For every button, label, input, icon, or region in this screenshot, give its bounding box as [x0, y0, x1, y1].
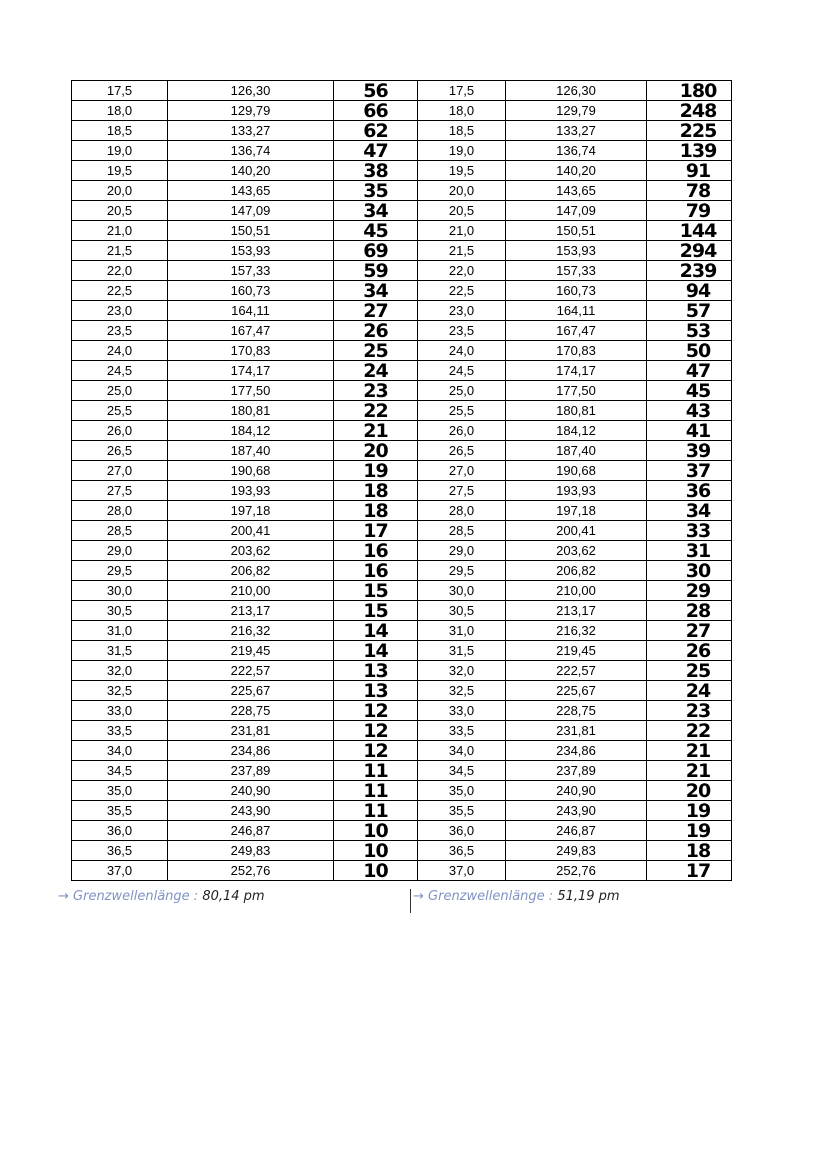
- energy-right-cell: 237,89: [506, 761, 647, 781]
- angle-left-cell: 33,0: [72, 701, 168, 721]
- table-row: [72, 81, 732, 101]
- table-row: [72, 781, 732, 801]
- angle-left-cell: 30,5: [72, 601, 168, 621]
- angle-left-cell: 25,5: [72, 401, 168, 421]
- count-left-cell: 13: [334, 681, 418, 701]
- count-left-cell: 10: [334, 821, 418, 841]
- energy-left-cell: 187,40: [168, 441, 334, 461]
- energy-left-cell: 231,81: [168, 721, 334, 741]
- table-row: [72, 641, 732, 661]
- energy-left-cell: 167,47: [168, 321, 334, 341]
- count-right-cell: 43: [647, 401, 732, 421]
- energy-right-cell: 200,41: [506, 521, 647, 541]
- cutoff-label-left: → Grenzwellenlänge :: [58, 889, 199, 904]
- table-row: [72, 381, 732, 401]
- energy-left-cell: 180,81: [168, 401, 334, 421]
- count-left-cell: 11: [334, 761, 418, 781]
- count-right-cell: 19: [647, 821, 732, 841]
- count-left-cell: 15: [334, 601, 418, 621]
- count-right-cell: 34: [647, 501, 732, 521]
- angle-left-cell: 36,0: [72, 821, 168, 841]
- table-row: [72, 181, 732, 201]
- energy-right-cell: 203,62: [506, 541, 647, 561]
- count-left-cell: 17: [334, 521, 418, 541]
- count-right-cell: 26: [647, 641, 732, 661]
- table-row: [72, 241, 732, 261]
- count-right-cell: 39: [647, 441, 732, 461]
- table-row: [72, 161, 732, 181]
- energy-right-cell: 206,82: [506, 561, 647, 581]
- count-right-cell: 36: [647, 481, 732, 501]
- energy-left-cell: 157,33: [168, 261, 334, 281]
- energy-left-cell: 133,27: [168, 121, 334, 141]
- angle-right-cell: 32,5: [418, 681, 506, 701]
- energy-left-cell: 147,09: [168, 201, 334, 221]
- energy-right-cell: 160,73: [506, 281, 647, 301]
- table-row: [72, 221, 732, 241]
- angle-right-cell: 36,5: [418, 841, 506, 861]
- count-left-cell: 25: [334, 341, 418, 361]
- count-left-cell: 16: [334, 541, 418, 561]
- angle-left-cell: 21,5: [72, 241, 168, 261]
- count-right-cell: 45: [647, 381, 732, 401]
- table-row: [72, 821, 732, 841]
- energy-left-cell: 129,79: [168, 101, 334, 121]
- table-row: [72, 121, 732, 141]
- table-row: [72, 501, 732, 521]
- energy-right-cell: 219,45: [506, 641, 647, 661]
- count-left-cell: 69: [334, 241, 418, 261]
- count-left-cell: 10: [334, 861, 418, 881]
- energy-right-cell: 243,90: [506, 801, 647, 821]
- angle-right-cell: 33,0: [418, 701, 506, 721]
- angle-left-cell: 24,0: [72, 341, 168, 361]
- angle-left-cell: 18,5: [72, 121, 168, 141]
- angle-right-cell: 28,0: [418, 501, 506, 521]
- energy-right-cell: 150,51: [506, 221, 647, 241]
- count-left-cell: 21: [334, 421, 418, 441]
- energy-left-cell: 240,90: [168, 781, 334, 801]
- count-right-cell: 248: [647, 101, 732, 121]
- angle-right-cell: 31,0: [418, 621, 506, 641]
- angle-left-cell: 28,0: [72, 501, 168, 521]
- energy-right-cell: 231,81: [506, 721, 647, 741]
- energy-right-cell: 234,86: [506, 741, 647, 761]
- energy-left-cell: 164,11: [168, 301, 334, 321]
- measurement-table-body: [72, 81, 732, 881]
- angle-left-cell: 31,0: [72, 621, 168, 641]
- angle-left-cell: 37,0: [72, 861, 168, 881]
- count-right-cell: 78: [647, 181, 732, 201]
- table-row: [72, 741, 732, 761]
- energy-right-cell: 187,40: [506, 441, 647, 461]
- angle-left-cell: 35,0: [72, 781, 168, 801]
- count-left-cell: 38: [334, 161, 418, 181]
- angle-left-cell: 32,5: [72, 681, 168, 701]
- table-row: [72, 321, 732, 341]
- count-right-cell: 57: [647, 301, 732, 321]
- count-right-cell: 18: [647, 841, 732, 861]
- angle-left-cell: 32,0: [72, 661, 168, 681]
- count-left-cell: 15: [334, 581, 418, 601]
- energy-right-cell: 136,74: [506, 141, 647, 161]
- count-right-cell: 33: [647, 521, 732, 541]
- cutoff-label-right: → Grenzwellenlänge :: [413, 889, 554, 904]
- angle-right-cell: 34,0: [418, 741, 506, 761]
- angle-left-cell: 27,0: [72, 461, 168, 481]
- angle-right-cell: 35,0: [418, 781, 506, 801]
- count-left-cell: 56: [334, 81, 418, 101]
- angle-right-cell: 36,0: [418, 821, 506, 841]
- angle-left-cell: 33,5: [72, 721, 168, 741]
- energy-left-cell: 136,74: [168, 141, 334, 161]
- angle-left-cell: 36,5: [72, 841, 168, 861]
- count-left-cell: 11: [334, 801, 418, 821]
- count-right-cell: 21: [647, 761, 732, 781]
- table-row: [72, 681, 732, 701]
- count-right-cell: 25: [647, 661, 732, 681]
- energy-left-cell: 174,17: [168, 361, 334, 381]
- table-row: [72, 701, 732, 721]
- count-left-cell: 12: [334, 701, 418, 721]
- angle-left-cell: 28,5: [72, 521, 168, 541]
- energy-right-cell: 197,18: [506, 501, 647, 521]
- angle-right-cell: 19,5: [418, 161, 506, 181]
- energy-left-cell: 170,83: [168, 341, 334, 361]
- angle-right-cell: 20,0: [418, 181, 506, 201]
- energy-right-cell: 174,17: [506, 361, 647, 381]
- angle-right-cell: 32,0: [418, 661, 506, 681]
- count-right-cell: 50: [647, 341, 732, 361]
- angle-left-cell: 30,0: [72, 581, 168, 601]
- table-row: [72, 521, 732, 541]
- table-row: [72, 841, 732, 861]
- angle-right-cell: 23,0: [418, 301, 506, 321]
- count-right-cell: 28: [647, 601, 732, 621]
- count-right-cell: 294: [647, 241, 732, 261]
- count-right-cell: 239: [647, 261, 732, 281]
- energy-left-cell: 143,65: [168, 181, 334, 201]
- count-left-cell: 10: [334, 841, 418, 861]
- count-left-cell: 20: [334, 441, 418, 461]
- cutoff-wavelength-note-right: [410, 889, 620, 913]
- energy-left-cell: 234,86: [168, 741, 334, 761]
- count-right-cell: 24: [647, 681, 732, 701]
- energy-left-cell: 210,00: [168, 581, 334, 601]
- count-left-cell: 34: [334, 201, 418, 221]
- count-left-cell: 18: [334, 481, 418, 501]
- cutoff-value-left: 80,14 pm: [202, 889, 265, 904]
- energy-right-cell: 140,20: [506, 161, 647, 181]
- energy-left-cell: 140,20: [168, 161, 334, 181]
- energy-right-cell: 225,67: [506, 681, 647, 701]
- energy-left-cell: 200,41: [168, 521, 334, 541]
- energy-left-cell: 246,87: [168, 821, 334, 841]
- angle-left-cell: 24,5: [72, 361, 168, 381]
- angle-left-cell: 35,5: [72, 801, 168, 821]
- count-left-cell: 62: [334, 121, 418, 141]
- energy-left-cell: 249,83: [168, 841, 334, 861]
- angle-left-cell: 20,0: [72, 181, 168, 201]
- table-row: [72, 721, 732, 741]
- angle-left-cell: 23,0: [72, 301, 168, 321]
- angle-left-cell: 17,5: [72, 81, 168, 101]
- count-right-cell: 31: [647, 541, 732, 561]
- table-row: [72, 621, 732, 641]
- energy-right-cell: 170,83: [506, 341, 647, 361]
- angle-left-cell: 23,5: [72, 321, 168, 341]
- count-right-cell: 94: [647, 281, 732, 301]
- count-left-cell: 35: [334, 181, 418, 201]
- angle-left-cell: 29,0: [72, 541, 168, 561]
- energy-right-cell: 143,65: [506, 181, 647, 201]
- count-right-cell: 53: [647, 321, 732, 341]
- count-left-cell: 22: [334, 401, 418, 421]
- count-right-cell: 17: [647, 861, 732, 881]
- count-left-cell: 16: [334, 561, 418, 581]
- count-right-cell: 30: [647, 561, 732, 581]
- count-right-cell: 144: [647, 221, 732, 241]
- energy-left-cell: 206,82: [168, 561, 334, 581]
- count-left-cell: 45: [334, 221, 418, 241]
- count-right-cell: 139: [647, 141, 732, 161]
- angle-left-cell: 27,5: [72, 481, 168, 501]
- energy-right-cell: 246,87: [506, 821, 647, 841]
- angle-right-cell: 21,0: [418, 221, 506, 241]
- angle-left-cell: 21,0: [72, 221, 168, 241]
- count-left-cell: 14: [334, 621, 418, 641]
- energy-right-cell: 228,75: [506, 701, 647, 721]
- count-right-cell: 47: [647, 361, 732, 381]
- energy-left-cell: 237,89: [168, 761, 334, 781]
- table-row: [72, 401, 732, 421]
- energy-right-cell: 133,27: [506, 121, 647, 141]
- table-row: [72, 561, 732, 581]
- energy-left-cell: 252,76: [168, 861, 334, 881]
- table-row: [72, 801, 732, 821]
- count-left-cell: 11: [334, 781, 418, 801]
- table-row: [72, 861, 732, 881]
- angle-right-cell: 29,0: [418, 541, 506, 561]
- count-left-cell: 66: [334, 101, 418, 121]
- angle-right-cell: 23,5: [418, 321, 506, 341]
- energy-right-cell: 153,93: [506, 241, 647, 261]
- angle-right-cell: 31,5: [418, 641, 506, 661]
- energy-left-cell: 184,12: [168, 421, 334, 441]
- count-right-cell: 21: [647, 741, 732, 761]
- energy-left-cell: 213,17: [168, 601, 334, 621]
- table-row: [72, 361, 732, 381]
- count-right-cell: 22: [647, 721, 732, 741]
- angle-right-cell: 17,5: [418, 81, 506, 101]
- count-right-cell: 23: [647, 701, 732, 721]
- count-left-cell: 18: [334, 501, 418, 521]
- count-left-cell: 34: [334, 281, 418, 301]
- angle-right-cell: 27,0: [418, 461, 506, 481]
- angle-right-cell: 24,5: [418, 361, 506, 381]
- energy-left-cell: 150,51: [168, 221, 334, 241]
- table-row: [72, 481, 732, 501]
- angle-right-cell: 29,5: [418, 561, 506, 581]
- energy-right-cell: 216,32: [506, 621, 647, 641]
- angle-right-cell: 27,5: [418, 481, 506, 501]
- count-right-cell: 225: [647, 121, 732, 141]
- table-row: [72, 101, 732, 121]
- table-row: [72, 461, 732, 481]
- energy-right-cell: 240,90: [506, 781, 647, 801]
- table-row: [72, 341, 732, 361]
- count-left-cell: 59: [334, 261, 418, 281]
- energy-right-cell: 249,83: [506, 841, 647, 861]
- count-left-cell: 47: [334, 141, 418, 161]
- angle-left-cell: 20,5: [72, 201, 168, 221]
- energy-right-cell: 213,17: [506, 601, 647, 621]
- angle-left-cell: 19,0: [72, 141, 168, 161]
- energy-left-cell: 197,18: [168, 501, 334, 521]
- table-row: [72, 421, 732, 441]
- energy-right-cell: 210,00: [506, 581, 647, 601]
- energy-left-cell: 193,93: [168, 481, 334, 501]
- angle-right-cell: 25,5: [418, 401, 506, 421]
- angle-right-cell: 30,0: [418, 581, 506, 601]
- count-left-cell: 23: [334, 381, 418, 401]
- energy-left-cell: 203,62: [168, 541, 334, 561]
- table-row: [72, 261, 732, 281]
- table-row: [72, 541, 732, 561]
- angle-left-cell: 19,5: [72, 161, 168, 181]
- energy-right-cell: 167,47: [506, 321, 647, 341]
- table-row: [72, 441, 732, 461]
- angle-left-cell: 31,5: [72, 641, 168, 661]
- count-left-cell: 12: [334, 741, 418, 761]
- count-right-cell: 180: [647, 81, 732, 101]
- angle-right-cell: 35,5: [418, 801, 506, 821]
- count-right-cell: 41: [647, 421, 732, 441]
- cutoff-value-right: 51,19 pm: [557, 889, 620, 904]
- count-left-cell: 19: [334, 461, 418, 481]
- energy-right-cell: 129,79: [506, 101, 647, 121]
- table-row: [72, 201, 732, 221]
- energy-left-cell: 225,67: [168, 681, 334, 701]
- angle-left-cell: 22,5: [72, 281, 168, 301]
- table-row: [72, 141, 732, 161]
- energy-left-cell: 126,30: [168, 81, 334, 101]
- energy-right-cell: 126,30: [506, 81, 647, 101]
- energy-left-cell: 153,93: [168, 241, 334, 261]
- energy-left-cell: 243,90: [168, 801, 334, 821]
- angle-right-cell: 21,5: [418, 241, 506, 261]
- angle-left-cell: 34,5: [72, 761, 168, 781]
- energy-left-cell: 228,75: [168, 701, 334, 721]
- angle-left-cell: 29,5: [72, 561, 168, 581]
- count-left-cell: 26: [334, 321, 418, 341]
- energy-right-cell: 180,81: [506, 401, 647, 421]
- count-left-cell: 27: [334, 301, 418, 321]
- angle-left-cell: 34,0: [72, 741, 168, 761]
- count-right-cell: 91: [647, 161, 732, 181]
- angle-right-cell: 22,5: [418, 281, 506, 301]
- table-row: [72, 661, 732, 681]
- angle-left-cell: 26,5: [72, 441, 168, 461]
- count-right-cell: 20: [647, 781, 732, 801]
- energy-right-cell: 164,11: [506, 301, 647, 321]
- angle-right-cell: 24,0: [418, 341, 506, 361]
- energy-right-cell: 222,57: [506, 661, 647, 681]
- energy-left-cell: 222,57: [168, 661, 334, 681]
- angle-right-cell: 26,0: [418, 421, 506, 441]
- count-right-cell: 19: [647, 801, 732, 821]
- count-left-cell: 12: [334, 721, 418, 741]
- energy-right-cell: 157,33: [506, 261, 647, 281]
- energy-left-cell: 177,50: [168, 381, 334, 401]
- table-row: [72, 301, 732, 321]
- count-right-cell: 29: [647, 581, 732, 601]
- energy-right-cell: 193,93: [506, 481, 647, 501]
- angle-right-cell: 20,5: [418, 201, 506, 221]
- energy-left-cell: 219,45: [168, 641, 334, 661]
- angle-right-cell: 18,0: [418, 101, 506, 121]
- table-row: [72, 281, 732, 301]
- angle-left-cell: 22,0: [72, 261, 168, 281]
- angle-right-cell: 33,5: [418, 721, 506, 741]
- count-right-cell: 79: [647, 201, 732, 221]
- table-row: [72, 601, 732, 621]
- count-left-cell: 14: [334, 641, 418, 661]
- count-right-cell: 37: [647, 461, 732, 481]
- angle-right-cell: 22,0: [418, 261, 506, 281]
- angle-left-cell: 18,0: [72, 101, 168, 121]
- angle-left-cell: 26,0: [72, 421, 168, 441]
- count-left-cell: 24: [334, 361, 418, 381]
- angle-left-cell: 25,0: [72, 381, 168, 401]
- energy-right-cell: 147,09: [506, 201, 647, 221]
- angle-right-cell: 30,5: [418, 601, 506, 621]
- energy-right-cell: 252,76: [506, 861, 647, 881]
- angle-right-cell: 37,0: [418, 861, 506, 881]
- energy-right-cell: 177,50: [506, 381, 647, 401]
- table-row: [72, 761, 732, 781]
- count-right-cell: 27: [647, 621, 732, 641]
- count-left-cell: 13: [334, 661, 418, 681]
- cutoff-wavelength-note-left: [58, 889, 265, 904]
- angle-right-cell: 34,5: [418, 761, 506, 781]
- energy-right-cell: 184,12: [506, 421, 647, 441]
- angle-right-cell: 28,5: [418, 521, 506, 541]
- angle-right-cell: 18,5: [418, 121, 506, 141]
- energy-left-cell: 190,68: [168, 461, 334, 481]
- table-row: [72, 581, 732, 601]
- angle-right-cell: 19,0: [418, 141, 506, 161]
- energy-left-cell: 160,73: [168, 281, 334, 301]
- angle-right-cell: 25,0: [418, 381, 506, 401]
- energy-right-cell: 190,68: [506, 461, 647, 481]
- angle-right-cell: 26,5: [418, 441, 506, 461]
- energy-left-cell: 216,32: [168, 621, 334, 641]
- measurement-table: [71, 80, 732, 881]
